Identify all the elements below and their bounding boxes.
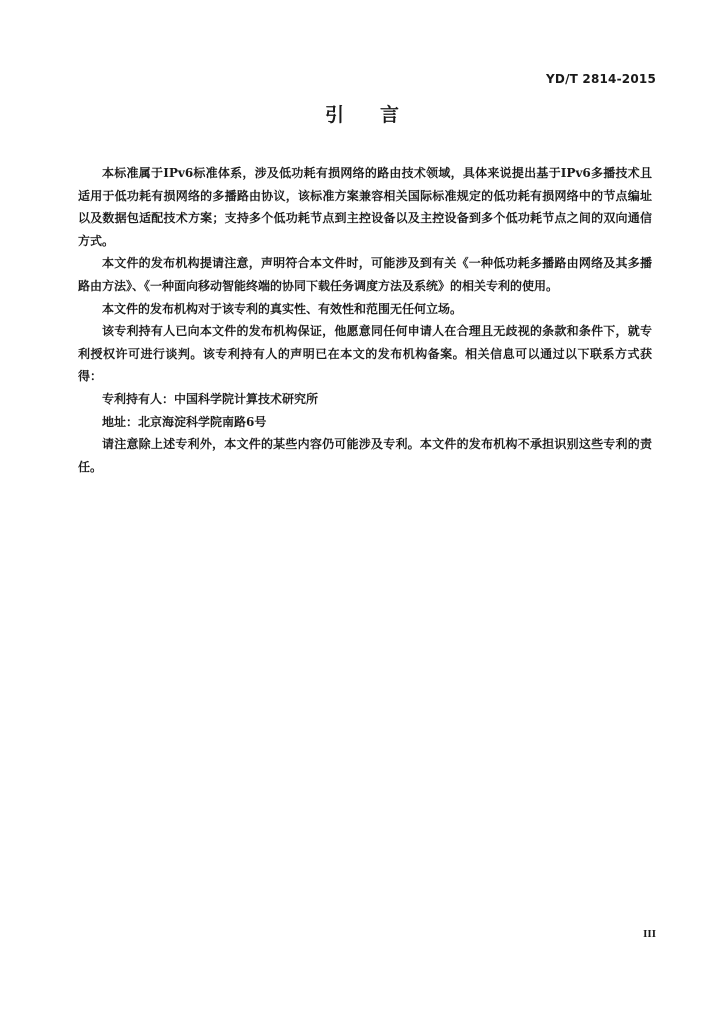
paragraph-patent-notice: 本文件的发布机构提请注意，声明符合本文件时，可能涉及到有关《一种低功耗多播路由网络及其多播路由方法》、《一种面向移动智能终端的协同下载任务调度方法及系统》的相关专利的使用。 (78, 256, 652, 293)
page-number: III (643, 928, 656, 940)
paragraph-patent-holder: 专利持有人：中国科学院计算技术研究所 (102, 391, 319, 406)
body-text (78, 162, 652, 478)
standard-number: YD/T 2814-2015 (546, 72, 656, 86)
page-title: 引言 (324, 104, 435, 126)
paragraph-no-position: 本文件的发布机构对于该专利的真实性、有效性和范围无任何立场。 (102, 301, 463, 316)
paragraph-address: 地址：北京海淀科学院南路6号 (102, 414, 267, 429)
paragraph-disclaimer: 请注意除上述专利外，本文件的某些内容仍可能涉及专利。本文件的发布机构不承担识别这些专利的责任。 (78, 437, 652, 474)
paragraph-scope: 本标准属于IPv6标准体系，涉及低功耗有损网络的路由技术领域，具体来说提出基于IPv6多播技术且适用于低功耗有损网络的多播路由协议，该标准方案兼容相关国际标准规定的低功耗有损网络中的节点编址以及数据包适配技术方案；支持多个低功耗节点到主控设备以及主控设备到多个低功耗节点之间的双向通信方式。 (78, 166, 652, 248)
paragraph-holder-assurance: 该专利持有人已向本文件的发布机构保证，他愿意同任何申请人在合理且无歧视的条款和条件下，就专利授权许可进行谈判。该专利持有人的声明已在本文的发布机构备案。相关信息可以通过以下联系方式获得： (78, 324, 652, 384)
